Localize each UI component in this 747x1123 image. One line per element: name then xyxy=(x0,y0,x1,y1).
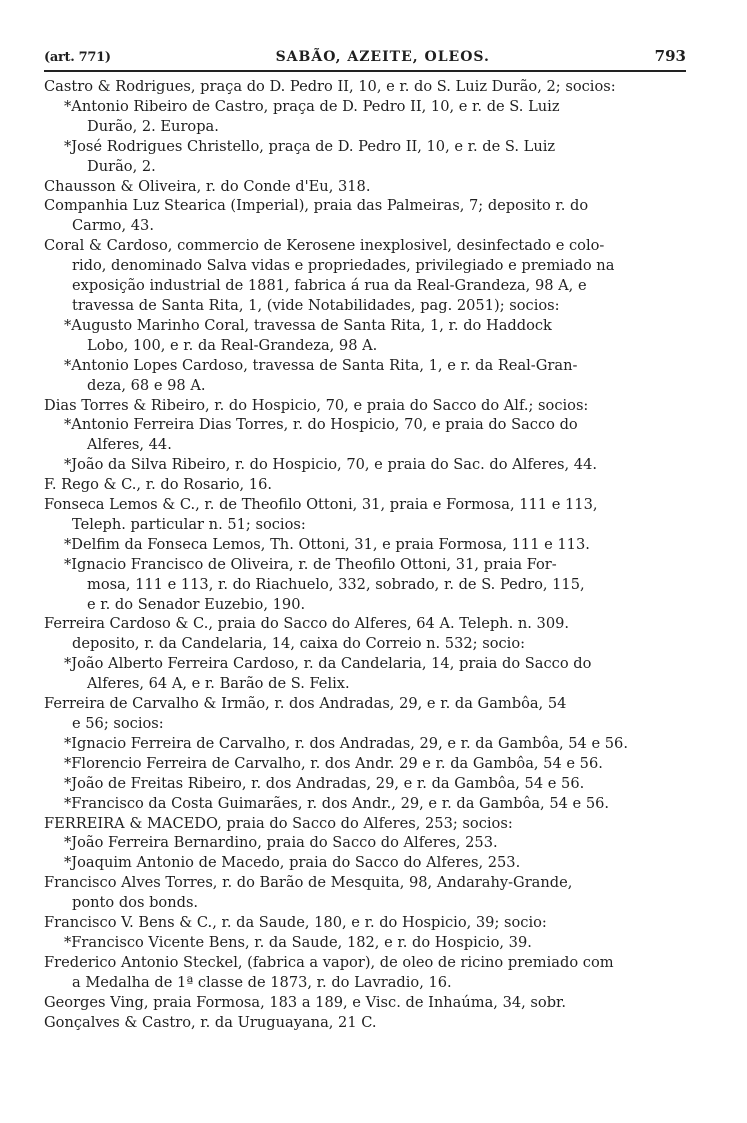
entry-line: Lobo, 100, e r. da Real-Grandeza, 98 A. xyxy=(87,336,378,354)
entry-line: *João Ferreira Bernardino, praia do Sacco do Alferes, 253. xyxy=(64,834,498,852)
entry-line: travessa de Santa Rita, 1, (vide Notabilidades, pag. 2051); socios: xyxy=(72,296,560,314)
entry-line: *Ignacio Ferreira de Carvalho, r. dos Andradas, 29, e r. da Gambôa, 54 e 56. xyxy=(64,734,628,752)
entry-list xyxy=(44,77,686,1033)
entry-line: *Ignacio Francisco de Oliveira, r. de Theofilo Ottoni, 31, praia For- xyxy=(64,555,557,573)
entry-line: *Delfim da Fonseca Lemos, Th. Ottoni, 31, e praia Formosa, 111 e 113. xyxy=(64,535,590,553)
entry-line: Alferes, 44. xyxy=(87,436,172,454)
entry-line: FERREIRA & MACEDO, praia do Sacco do Alferes, 253; socios: xyxy=(44,814,513,832)
partner-entry xyxy=(44,933,686,953)
entry-line: ponto dos bonds. xyxy=(72,894,199,912)
entry-line: Ferreira de Carvalho & Irmão, r. dos Andradas, 29, e r. da Gambôa, 54 xyxy=(44,695,567,713)
entry-line: Alferes, 64 A, e r. Barão de S. Felix. xyxy=(87,675,350,693)
entry-line: Coral & Cardoso, commercio de Kerosene inexplosivel, desinfectado e colo- xyxy=(44,237,605,255)
entry-line: Castro & Rodrigues, praça do D. Pedro II, 10, e r. do S. Luiz Durão, 2; socios: xyxy=(44,78,616,95)
firm-entry xyxy=(44,196,686,236)
entry-line: e 56; socios: xyxy=(72,715,164,732)
entry-line: Gonçalves & Castro, r. da Uruguayana, 21 C. xyxy=(44,1013,377,1031)
partner-entry xyxy=(44,356,686,396)
entry-line: *José Rodrigues Christello, praça de D. Pedro II, 10, e r. de S. Luiz xyxy=(64,137,556,155)
partner-entry xyxy=(44,97,686,137)
directory-page xyxy=(44,46,686,1033)
firm-entry xyxy=(44,873,686,913)
entry-line: *Joaquim Antonio de Macedo, praia do Sacco do Alferes, 253. xyxy=(64,854,521,872)
firm-entry xyxy=(44,1013,686,1033)
entry-line: rido, denominado Salva vidas e propriedades, privilegiado e premiado na xyxy=(72,257,615,275)
entry-line: *Francisco Vicente Bens, r. da Saude, 182, e r. do Hospicio, 39. xyxy=(64,933,532,951)
partner-entry xyxy=(44,734,686,754)
entry-line: Durão, 2. Europa. xyxy=(87,117,219,135)
partner-entry xyxy=(44,555,686,615)
entry-line: e r. do Senador Euzebio, 190. xyxy=(87,595,306,613)
firm-entry xyxy=(44,177,686,197)
partner-entry xyxy=(44,794,686,814)
entry-line: *João Alberto Ferreira Cardoso, r. da Candelaria, 14, praia do Sacco do xyxy=(64,655,592,673)
firm-entry xyxy=(44,77,686,97)
entry-line: deposito, r. da Candelaria, 14, caixa do Correio n. 532; socio: xyxy=(72,635,526,653)
firm-entry xyxy=(44,236,686,316)
firm-entry xyxy=(44,495,686,535)
firm-entry xyxy=(44,913,686,933)
firm-entry xyxy=(44,953,686,993)
partner-entry xyxy=(44,654,686,694)
entry-line: *João da Silva Ribeiro, r. do Hospicio, 70, e praia do Sac. do Alferes, 44. xyxy=(64,456,597,474)
entry-line: Francisco V. Bens & C., r. da Saude, 180, e r. do Hospicio, 39; socio: xyxy=(44,914,547,932)
partner-entry xyxy=(44,455,686,475)
entry-line: deza, 68 e 98 A. xyxy=(87,376,206,394)
firm-entry xyxy=(44,993,686,1013)
entry-line: exposição industrial de 1881, fabrica á rua da Real-Grandeza, 98 A, e xyxy=(72,277,587,295)
partner-entry xyxy=(44,415,686,455)
entry-line: Dias Torres & Ribeiro, r. do Hospicio, 70, e praia do Sacco do Alf.; socios: xyxy=(44,396,589,414)
firm-entry xyxy=(44,475,686,495)
entry-line: Companhia Luz Stearica (Imperial), praia das Palmeiras, 7; deposito r. do xyxy=(44,197,589,215)
firm-entry xyxy=(44,814,686,834)
entry-line: Teleph. particular n. 51; socios: xyxy=(72,515,306,533)
entry-line: *Augusto Marinho Coral, travessa de Santa Rita, 1, r. do Haddock xyxy=(64,316,552,334)
entry-line: Frederico Antonio Steckel, (fabrica a vapor), de oleo de ricino premiado com xyxy=(44,953,614,971)
section-title: SABÃO, AZEITE, OLEOS. xyxy=(275,49,490,65)
entry-line: Carmo, 43. xyxy=(72,217,154,235)
entry-line: Durão, 2. xyxy=(87,157,156,175)
entry-line: Chausson & Oliveira, r. do Conde d'Eu, 318. xyxy=(44,177,371,195)
partner-entry xyxy=(44,853,686,873)
firm-entry xyxy=(44,396,686,416)
entry-line: Georges Ving, praia Formosa, 183 a 189, e Visc. de Inhaúma, 34, sobr. xyxy=(44,993,567,1011)
entry-line: Ferreira Cardoso & C., praia do Sacco do Alferes, 64 A. Teleph. n. 309. xyxy=(44,615,570,633)
page-number: 793 xyxy=(654,47,686,65)
article-reference: (art. 771) xyxy=(44,50,111,65)
partner-entry xyxy=(44,535,686,555)
entry-line: a Medalha de 1ª classe de 1873, r. do Lavradio, 16. xyxy=(72,973,452,991)
entry-line: *Antonio Ferreira Dias Torres, r. do Hospicio, 70, e praia do Sacco do xyxy=(64,416,578,434)
entry-line: *Florencio Ferreira de Carvalho, r. dos Andr. 29 e r. da Gambôa, 54 e 56. xyxy=(64,754,603,772)
entry-line: *Francisco da Costa Guimarães, r. dos Andr., 29, e r. da Gambôa, 54 e 56. xyxy=(64,794,610,812)
entry-line: *João de Freitas Ribeiro, r. dos Andradas, 29, e r. da Gambôa, 54 e 56. xyxy=(64,774,585,792)
entry-line: *Antonio Ribeiro de Castro, praça de D. Pedro II, 10, e r. de S. Luiz xyxy=(64,97,560,115)
partner-entry xyxy=(44,754,686,774)
partner-entry xyxy=(44,774,686,794)
partner-entry xyxy=(44,137,686,177)
partner-entry xyxy=(44,316,686,356)
partner-entry xyxy=(44,833,686,853)
entry-line: Francisco Alves Torres, r. do Barão de Mesquita, 98, Andarahy-Grande, xyxy=(44,874,573,892)
entry-line: F. Rego & C., r. do Rosario, 16. xyxy=(44,476,273,494)
firm-entry xyxy=(44,694,686,734)
page-header xyxy=(44,46,686,72)
entry-line: mosa, 111 e 113, r. do Riachuelo, 332, sobrado, r. de S. Pedro, 115, xyxy=(87,575,585,593)
entry-line: *Antonio Lopes Cardoso, travessa de Santa Rita, 1, e r. da Real-Gran- xyxy=(64,356,578,374)
entry-line: Fonseca Lemos & C., r. de Theofilo Ottoni, 31, praia e Formosa, 111 e 113, xyxy=(44,496,598,514)
firm-entry xyxy=(44,614,686,654)
